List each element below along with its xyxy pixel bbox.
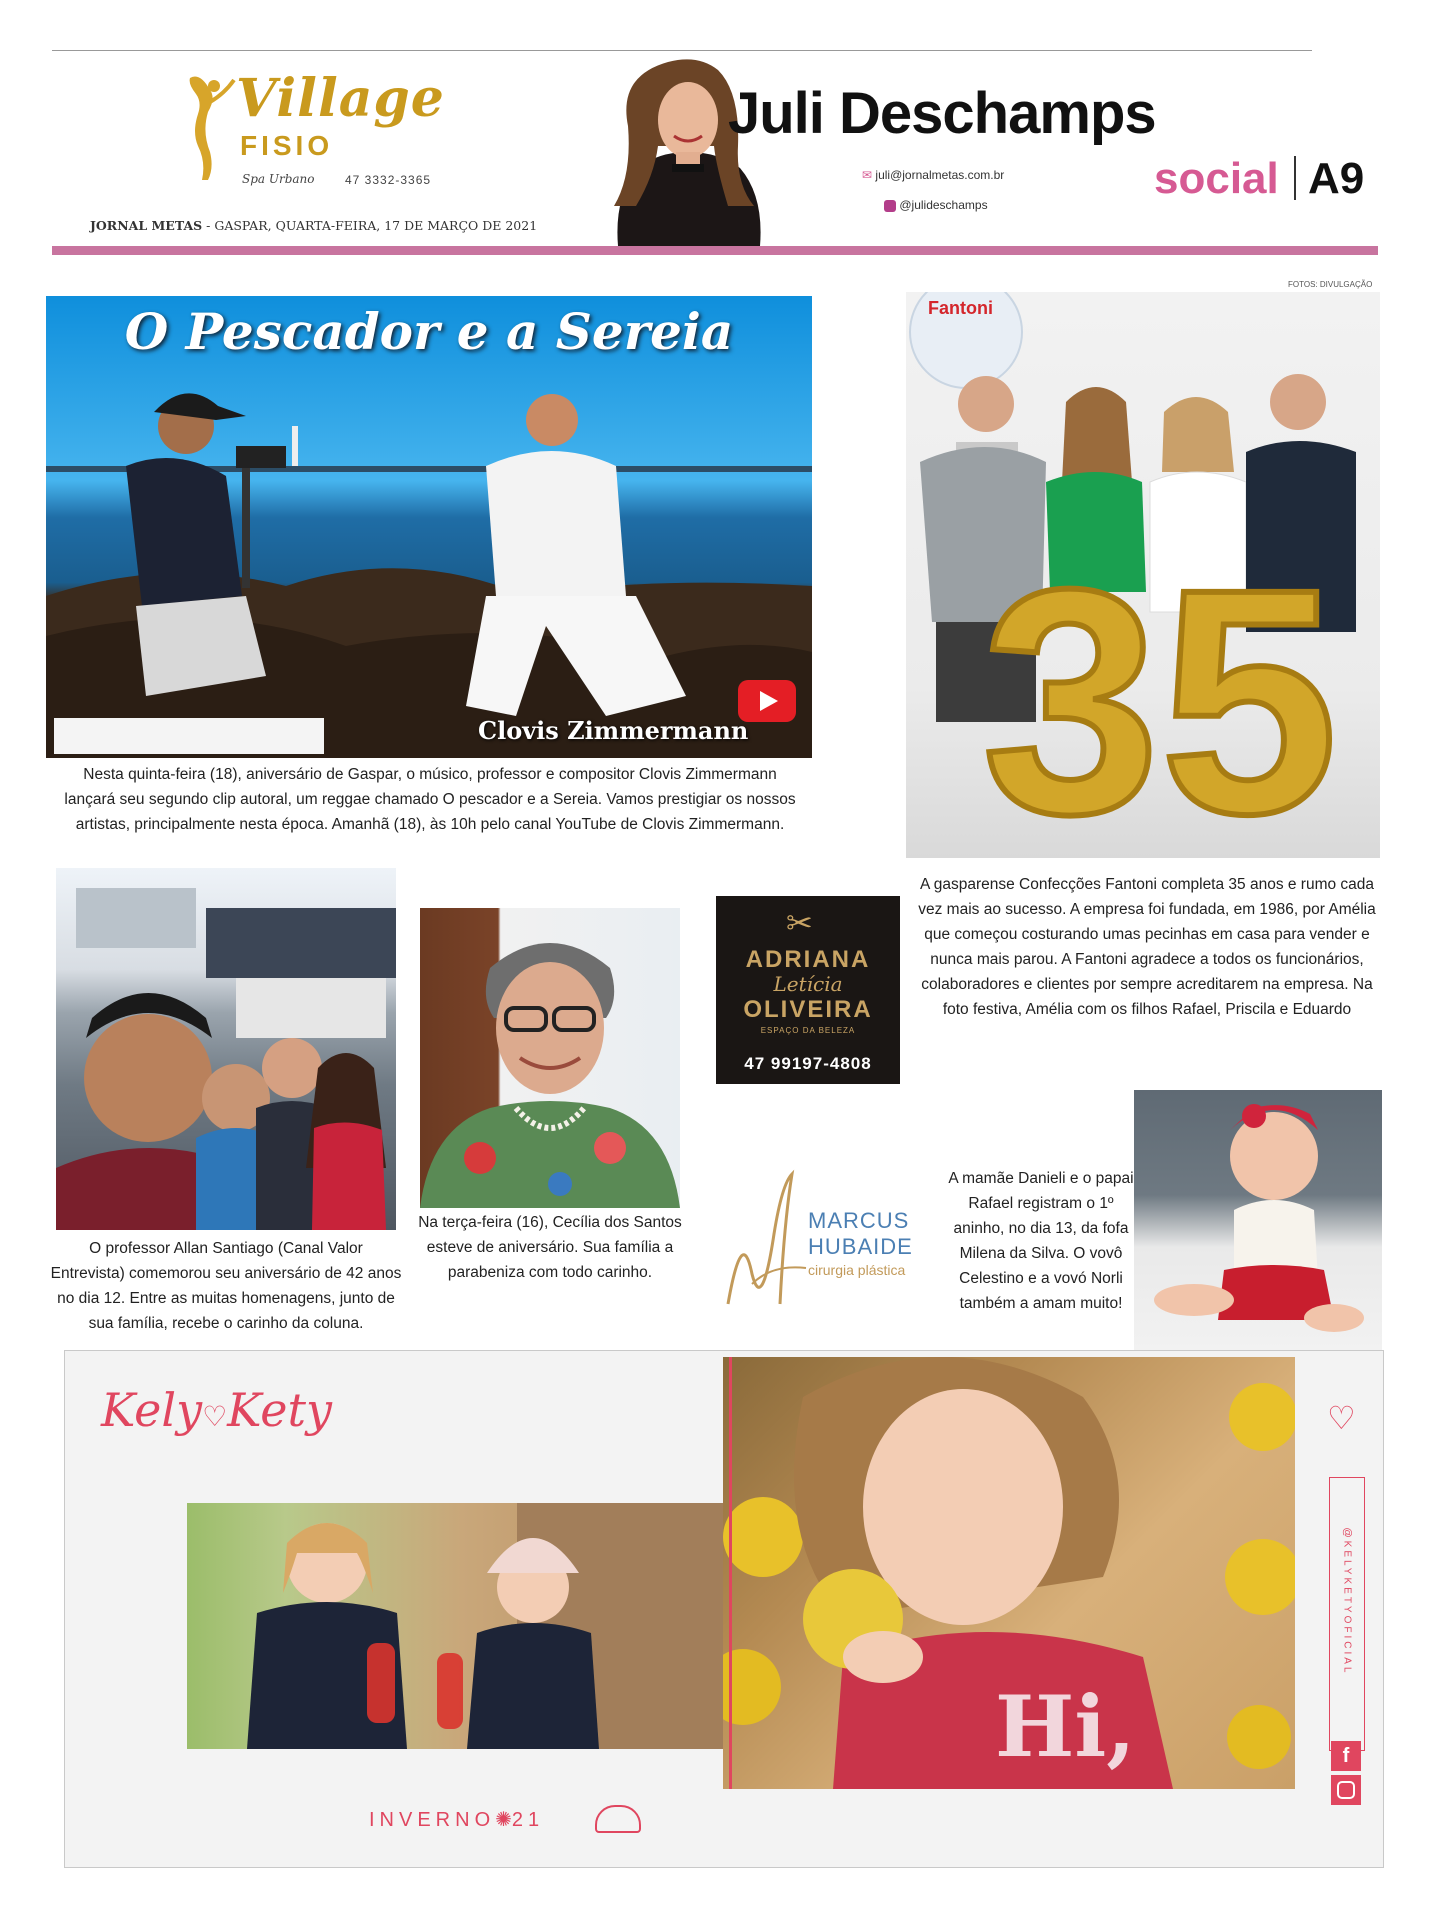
instagram-icon-kely[interactable] bbox=[1331, 1775, 1361, 1805]
dateline-rest: - GASPAR, QUARTA-FEIRA, 17 DE MARÇO DE 2021 bbox=[202, 218, 538, 233]
envelope-icon: ✉ bbox=[862, 168, 873, 182]
village-script: Village bbox=[236, 68, 445, 129]
cecilia-scene bbox=[420, 908, 680, 1208]
dateline bbox=[90, 218, 537, 233]
adriana-line1: ADRIANA bbox=[745, 946, 871, 973]
allan-caption: O professor Allan Santiago (Canal Valor Entrevista) comemorou seu aniversário de 42 anos no dia 12. Entre as muitas homenagens, junto de sua família, recebe o carinho da coluna. bbox=[50, 1240, 402, 1332]
clip-poster bbox=[46, 296, 812, 758]
social-strip bbox=[1329, 1477, 1365, 1751]
marcus-name2: HUBAIDE bbox=[808, 1234, 913, 1259]
village-phone: 47 3332-3365 bbox=[345, 173, 432, 187]
poster-name: Clovis Zimmermann bbox=[478, 716, 749, 745]
fantoni-scene bbox=[906, 292, 1380, 858]
adriana-line3: OLIVEIRA bbox=[743, 996, 873, 1023]
poster-scene bbox=[46, 296, 812, 758]
marcus-name1: MARCUS bbox=[808, 1208, 910, 1233]
contact-email[interactable]: juli@jornalmetas.com.br bbox=[875, 168, 1005, 182]
number-35-balloons bbox=[982, 522, 1338, 858]
adriana-line2: Letícia bbox=[773, 972, 843, 996]
poster-title: O Pescador e a Sereia bbox=[124, 302, 734, 361]
ferris-icon bbox=[595, 1805, 641, 1833]
shirt-text: Hi, bbox=[995, 1677, 1136, 1776]
instagram-icon bbox=[884, 200, 896, 212]
collection-year: 21 bbox=[511, 1809, 545, 1831]
columnist-name: Juli Deschamps bbox=[728, 81, 1156, 146]
facebook-icon[interactable]: f bbox=[1331, 1741, 1361, 1771]
marcus-subtitle: cirurgia plástica bbox=[808, 1262, 906, 1278]
clip-caption: Nesta quinta-feira (18), aniversário de Gaspar, o músico, professor e compositor Clovis Zimmermann lançará seu segundo clip autoral, um reggae chamado O pescador e a Sereia. Vamos prestigiar os nossos artistas, principalmente nesta época. Amanhã (18), às 10h pelo canal YouTube de Clovis Zimmermann. bbox=[64, 766, 796, 833]
adriana-line4: ESPAÇO DA BELEZA bbox=[760, 1026, 856, 1035]
mh-monogram-icon bbox=[722, 1164, 812, 1314]
ad-marcus-hubaide[interactable] bbox=[722, 1164, 932, 1314]
contact-instagram[interactable]: @julideschamps bbox=[899, 198, 988, 212]
section-label: social bbox=[1154, 154, 1279, 203]
cecilia-photo bbox=[420, 908, 680, 1208]
kely-left-scene bbox=[187, 1503, 735, 1749]
contact-instagram-row bbox=[884, 198, 988, 212]
allan-photo bbox=[56, 868, 396, 1230]
kely-brand bbox=[101, 1383, 332, 1437]
header-top-rule bbox=[52, 50, 1312, 51]
page-number: A9 bbox=[1308, 154, 1365, 203]
photo-credit: FOTOS: DIVULGAÇÃO bbox=[1288, 280, 1373, 289]
heart-icon: ♡ bbox=[202, 1400, 228, 1433]
balloon-35: 35 bbox=[982, 522, 1338, 858]
balloon-text: Fantoni bbox=[928, 298, 993, 318]
kely-photo-right bbox=[723, 1357, 1295, 1789]
milena-caption: A mamãe Danieli e o papai Rafael registram o 1º aninho, no dia 13, da fofa Milena da Silva. O vovô Celestino e a vovó Norli também a amam muito! bbox=[948, 1170, 1134, 1312]
kely-handle[interactable]: @KELYKETYOFICIAL bbox=[1341, 1527, 1353, 1676]
header-pink-rule bbox=[52, 246, 1378, 255]
collection-line bbox=[369, 1807, 544, 1832]
village-fisio-logo bbox=[180, 68, 480, 192]
ad-kely-kety[interactable] bbox=[64, 1350, 1384, 1868]
section-divider bbox=[1294, 156, 1296, 200]
ad-adriana[interactable] bbox=[716, 896, 900, 1084]
fantoni-caption: A gasparense Confecções Fantoni completa 35 anos e rumo cada vez mais ao sucesso. A empresa foi fundada, em 1986, por Amélia que começou costurando umas pecinhas em casa para vender e nunca mais parou. A Fantoni agradece a todos os funcionários, colaboradores e clientes por sempre acreditarem na empresa. Na foto festiva, Amélia com os filhos Rafael, Priscila e Eduardo bbox=[918, 876, 1376, 1018]
fantoni-photo bbox=[906, 292, 1380, 858]
milena-scene bbox=[1134, 1090, 1382, 1352]
cecilia-caption: Na terça-feira (16), Cecília dos Santos esteve de aniversário. Sua família a parabeniza com todo carinho. bbox=[418, 1214, 682, 1281]
kely-brand-right: Kety bbox=[227, 1383, 332, 1437]
collection-label: INVERNO bbox=[369, 1809, 496, 1831]
kely-divider-line bbox=[729, 1357, 732, 1789]
dancer-icon bbox=[180, 72, 236, 182]
adriana-phone: 47 99197-4808 bbox=[744, 1054, 872, 1073]
contact-email-row bbox=[862, 168, 1004, 182]
sun-icon: ✺ bbox=[495, 1809, 512, 1831]
scissors-icon: ✂ bbox=[786, 905, 813, 941]
allan-scene bbox=[56, 868, 396, 1230]
fisio-wordmark: FISIO bbox=[240, 130, 334, 161]
village-tagline: Spa Urbano bbox=[242, 172, 315, 186]
dateline-paper: JORNAL METAS bbox=[90, 218, 203, 233]
kely-brand-left: Kely bbox=[101, 1383, 203, 1437]
milena-photo bbox=[1134, 1090, 1382, 1352]
sponsor-strip bbox=[54, 718, 324, 754]
kely-photo-left bbox=[187, 1503, 735, 1749]
heart-logo-icon: ♡ bbox=[1327, 1400, 1356, 1436]
